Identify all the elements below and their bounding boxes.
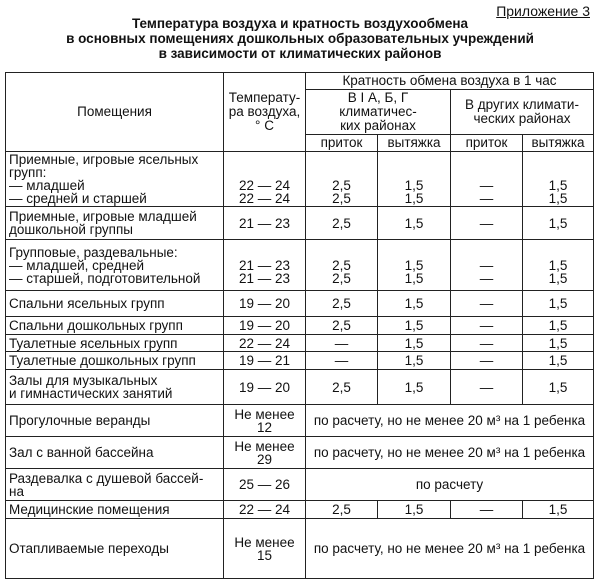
temperature-cell-line: 21 — 23 xyxy=(238,257,291,273)
region-b-inflow-cell xyxy=(451,152,523,207)
region-b-exhaust-cell xyxy=(523,317,594,335)
region-b-exhaust-cell-line xyxy=(526,246,590,259)
room-cell xyxy=(6,405,224,437)
region-b-inflow-cell-line: — xyxy=(479,178,494,193)
room-cell-line: Спальни ясельных групп xyxy=(9,296,165,311)
region-b-exhaust-cell-line: 1,5 xyxy=(548,178,568,193)
temperature-cell xyxy=(224,291,306,317)
table-row xyxy=(6,519,594,579)
temperature-cell xyxy=(224,370,306,405)
header-region-a-line: ких районах xyxy=(340,118,416,133)
room-cell xyxy=(6,335,224,352)
region-a-exhaust-cell-line: 1,5 xyxy=(404,318,424,333)
region-a-exhaust-cell-line: 1,5 xyxy=(404,178,424,193)
region-a-exhaust-cell xyxy=(378,317,451,335)
room-cell-line: и гимнастических занятий xyxy=(9,386,173,401)
room-cell-line: на xyxy=(9,483,24,499)
region-a-inflow-cell-line xyxy=(309,246,374,259)
temperature-cell-line: 19 — 20 xyxy=(238,379,291,395)
table-row xyxy=(6,335,594,352)
region-a-exhaust-cell-line: 1,5 xyxy=(404,191,424,206)
region-a-exhaust-cell-line xyxy=(381,246,447,259)
region-b-exhaust-cell-line: 1,5 xyxy=(548,318,568,333)
room-cell xyxy=(6,437,224,469)
title-line-2: в основных помещениях дошкольных образовательных учреждений xyxy=(66,31,534,46)
region-a-exhaust-cell xyxy=(378,352,451,370)
region-a-exhaust-cell-line: 1,5 xyxy=(404,353,424,368)
region-b-inflow-cell xyxy=(451,207,523,240)
temperature-cell xyxy=(224,152,306,207)
merged-exchange-cell: по расчету, но не менее 20 м³ на 1 ребенка xyxy=(306,519,594,579)
region-a-inflow-cell xyxy=(306,335,378,352)
room-cell-line: Туалетные дошкольных групп xyxy=(9,353,196,368)
region-a-inflow-cell-line: 2,5 xyxy=(332,296,351,311)
region-a-inflow-cell-line: — xyxy=(334,353,349,368)
region-b-exhaust-cell-line: 1,5 xyxy=(548,379,568,395)
temperature-cell-line: 21 — 23 xyxy=(238,215,291,231)
room-cell-line: Спальни дошкольных групп xyxy=(9,318,183,333)
region-b-inflow-cell-line: — xyxy=(479,215,494,231)
region-a-exhaust-cell-line: 1,5 xyxy=(404,335,424,351)
region-b-exhaust-cell xyxy=(523,335,594,352)
temperature-cell xyxy=(224,469,306,501)
temperature-cell-line: 25 — 26 xyxy=(238,477,291,492)
merged-exchange-cell: по расчету xyxy=(306,469,594,501)
region-a-inflow-cell xyxy=(306,291,378,317)
temperature-cell-line: 19 — 20 xyxy=(238,296,291,311)
region-a-exhaust-cell xyxy=(378,152,451,207)
room-cell-line: Медицинские помещения xyxy=(9,502,170,517)
temperature-cell-line: 22 — 24 xyxy=(238,178,291,193)
room-cell-line: — младшей xyxy=(9,178,85,193)
region-a-inflow-cell xyxy=(306,352,378,370)
room-cell xyxy=(6,207,224,240)
title-line-1: Температура воздуха и кратность воздухообмена xyxy=(131,16,469,31)
temperature-cell-line: 19 — 21 xyxy=(238,353,291,368)
ventilation-table xyxy=(5,72,594,579)
region-b-inflow-cell xyxy=(451,335,523,352)
region-a-inflow-cell-line: — xyxy=(334,335,349,351)
region-a-inflow-cell-line: 2,5 xyxy=(332,191,351,206)
region-b-exhaust-cell-line: 1,5 xyxy=(548,296,568,311)
region-a-inflow-cell xyxy=(306,370,378,405)
room-cell xyxy=(6,240,224,291)
temperature-cell xyxy=(224,317,306,335)
temperature-cell-line: 15 xyxy=(256,547,273,563)
region-b-inflow-cell-line: — xyxy=(479,318,494,333)
region-b-inflow-cell-line: — xyxy=(479,270,494,286)
region-a-inflow-cell-line: 2,5 xyxy=(332,270,351,286)
region-b-inflow-cell-line: — xyxy=(479,379,494,395)
room-cell xyxy=(6,352,224,370)
room-cell-line: дошкольной группы xyxy=(9,222,134,237)
region-b-inflow-cell-line: — xyxy=(479,257,494,273)
region-a-inflow-cell xyxy=(306,317,378,335)
region-b-exhaust-cell xyxy=(523,152,594,207)
region-b-exhaust-cell xyxy=(523,352,594,370)
temperature-cell-line: 22 — 24 xyxy=(238,502,291,517)
region-a-inflow-cell xyxy=(306,207,378,240)
temperature-cell-line: Не менее xyxy=(234,438,295,454)
room-cell-line: — младшей, средней xyxy=(9,257,145,273)
region-b-exhaust-cell xyxy=(523,207,594,240)
room-cell xyxy=(6,519,224,579)
room-cell xyxy=(6,291,224,317)
header-inflow: приток xyxy=(451,135,523,152)
table-row xyxy=(6,317,594,335)
region-b-inflow-cell xyxy=(451,317,523,335)
region-b-exhaust-cell-line: 1,5 xyxy=(548,257,568,273)
room-cell xyxy=(6,370,224,405)
room-cell-line: Раздевалка с душевой бассей- xyxy=(9,470,204,486)
header-region-b-line: ческих районах xyxy=(473,111,571,126)
region-a-exhaust-cell xyxy=(378,501,451,519)
merged-exchange-cell: по расчету, но не менее 20 м³ на 1 ребенка xyxy=(306,405,594,437)
temperature-cell xyxy=(224,207,306,240)
table-row xyxy=(6,291,594,317)
temperature-cell-line: 29 xyxy=(256,451,273,467)
appendix-label: Приложение 3 xyxy=(496,3,590,19)
region-b-inflow-cell-line xyxy=(454,246,519,259)
region-b-inflow-cell xyxy=(451,501,523,519)
temperature-cell-line: 21 — 23 xyxy=(238,270,291,286)
region-a-inflow-cell xyxy=(306,240,378,291)
header-room: Помещения xyxy=(6,73,224,152)
room-cell-line: Приемные, игровые ясельных xyxy=(9,152,199,167)
region-b-exhaust-cell-line: 1,5 xyxy=(548,353,568,368)
region-b-inflow-cell xyxy=(451,352,523,370)
temperature-cell-line: 22 — 24 xyxy=(238,335,291,351)
region-b-inflow-cell xyxy=(451,370,523,405)
region-a-exhaust-cell xyxy=(378,207,451,240)
region-b-exhaust-cell-line: 1,5 xyxy=(548,502,568,517)
region-a-exhaust-cell-line: 1,5 xyxy=(404,215,424,231)
document-title xyxy=(0,16,600,61)
merged-exchange-cell: по расчету, но не менее 20 м³ на 1 ребенка xyxy=(306,437,594,469)
region-b-exhaust-cell-line: 1,5 xyxy=(548,215,568,231)
room-cell-line: — старшей, подготовительной xyxy=(9,270,201,286)
room-cell-line: Прогулочные веранды xyxy=(9,413,151,428)
temperature-cell-line xyxy=(227,246,302,259)
header-region-b xyxy=(451,90,594,135)
temperature-cell xyxy=(224,352,306,370)
region-a-exhaust-cell xyxy=(378,240,451,291)
region-b-inflow-cell-line: — xyxy=(479,191,494,206)
room-cell-line: Отапливаемые переходы xyxy=(9,541,169,556)
region-b-inflow-cell-line: — xyxy=(479,502,494,517)
region-b-exhaust-cell-line: 1,5 xyxy=(548,335,568,351)
header-exhaust: вытяжка xyxy=(378,135,451,152)
region-b-exhaust-cell xyxy=(523,501,594,519)
region-b-inflow-cell-line: — xyxy=(479,335,494,351)
region-a-exhaust-cell xyxy=(378,335,451,352)
table-row xyxy=(6,207,594,240)
region-b-inflow-cell xyxy=(451,240,523,291)
temperature-cell-line: 19 — 20 xyxy=(238,318,291,333)
table-row xyxy=(6,405,594,437)
region-a-exhaust-cell xyxy=(378,291,451,317)
region-a-exhaust-cell-line: 1,5 xyxy=(404,379,424,395)
room-cell xyxy=(6,317,224,335)
room-cell-line: Залы для музыкальных xyxy=(9,373,158,388)
table-row xyxy=(6,437,594,469)
temperature-cell xyxy=(224,240,306,291)
region-a-inflow-cell-line: 2,5 xyxy=(332,215,351,231)
header-temperature xyxy=(224,73,306,152)
temperature-cell xyxy=(224,405,306,437)
region-a-inflow-cell xyxy=(306,501,378,519)
header-region-b-line: В других климати- xyxy=(465,97,579,112)
region-a-inflow-cell xyxy=(306,152,378,207)
room-cell-line: — средней и старшей xyxy=(9,191,147,206)
table-row xyxy=(6,501,594,519)
header-exhaust: вытяжка xyxy=(523,135,594,152)
temperature-cell-line: 22 — 24 xyxy=(238,191,291,206)
header-temperature-line: Температу- xyxy=(228,90,301,105)
region-b-exhaust-cell xyxy=(523,240,594,291)
region-b-inflow-cell-line: — xyxy=(479,353,494,368)
region-a-exhaust-cell-line: 1,5 xyxy=(404,257,424,273)
room-cell-line: групп: xyxy=(9,165,47,180)
room-cell-line: Приемные, игровые младшей xyxy=(9,209,197,224)
region-a-inflow-cell-line: 2,5 xyxy=(332,379,351,395)
region-b-exhaust-cell xyxy=(523,291,594,317)
room-cell-line: Групповые, раздевальные: xyxy=(9,244,178,260)
table-body xyxy=(6,152,594,579)
header-region-a xyxy=(306,90,451,135)
region-a-exhaust-cell-line: 1,5 xyxy=(404,270,424,286)
room-cell xyxy=(6,469,224,501)
temperature-cell-line: 12 xyxy=(256,419,273,435)
table-row xyxy=(6,152,594,207)
header-temperature-line: ра воздуха, xyxy=(228,104,301,119)
room-cell-line: Зал с ванной бассейна xyxy=(9,445,154,460)
header-temperature-line: ° C xyxy=(255,118,274,133)
region-a-inflow-cell-line: 2,5 xyxy=(332,502,351,517)
region-b-inflow-cell xyxy=(451,291,523,317)
table-row xyxy=(6,352,594,370)
table-row xyxy=(6,370,594,405)
region-b-exhaust-cell xyxy=(523,370,594,405)
region-a-exhaust-cell xyxy=(378,370,451,405)
temperature-cell xyxy=(224,501,306,519)
region-a-exhaust-cell-line: 1,5 xyxy=(404,296,424,311)
temperature-cell xyxy=(224,437,306,469)
temperature-cell xyxy=(224,335,306,352)
header-exchange: Кратность обмена воздуха в 1 час xyxy=(306,73,594,90)
region-a-inflow-cell-line: 2,5 xyxy=(332,318,351,333)
header-inflow: приток xyxy=(306,135,378,152)
table-row xyxy=(6,469,594,501)
title-line-3: в зависимости от климатических районов xyxy=(158,46,442,61)
region-b-exhaust-cell-line: 1,5 xyxy=(548,191,568,206)
room-cell xyxy=(6,501,224,519)
temperature-cell-line: Не менее xyxy=(234,406,295,422)
region-a-exhaust-cell-line: 1,5 xyxy=(404,502,424,517)
region-b-inflow-cell-line: — xyxy=(479,296,494,311)
region-a-inflow-cell-line: 2,5 xyxy=(332,257,351,273)
table-row xyxy=(6,240,594,291)
region-b-exhaust-cell-line: 1,5 xyxy=(548,270,568,286)
room-cell xyxy=(6,152,224,207)
region-a-inflow-cell-line: 2,5 xyxy=(332,178,351,193)
room-cell-line: Туалетные ясельных групп xyxy=(9,335,178,351)
temperature-cell xyxy=(224,519,306,579)
header-region-a-line: В I А, Б, Г климатичес- xyxy=(339,90,417,119)
temperature-cell-line: Не менее xyxy=(234,534,295,550)
